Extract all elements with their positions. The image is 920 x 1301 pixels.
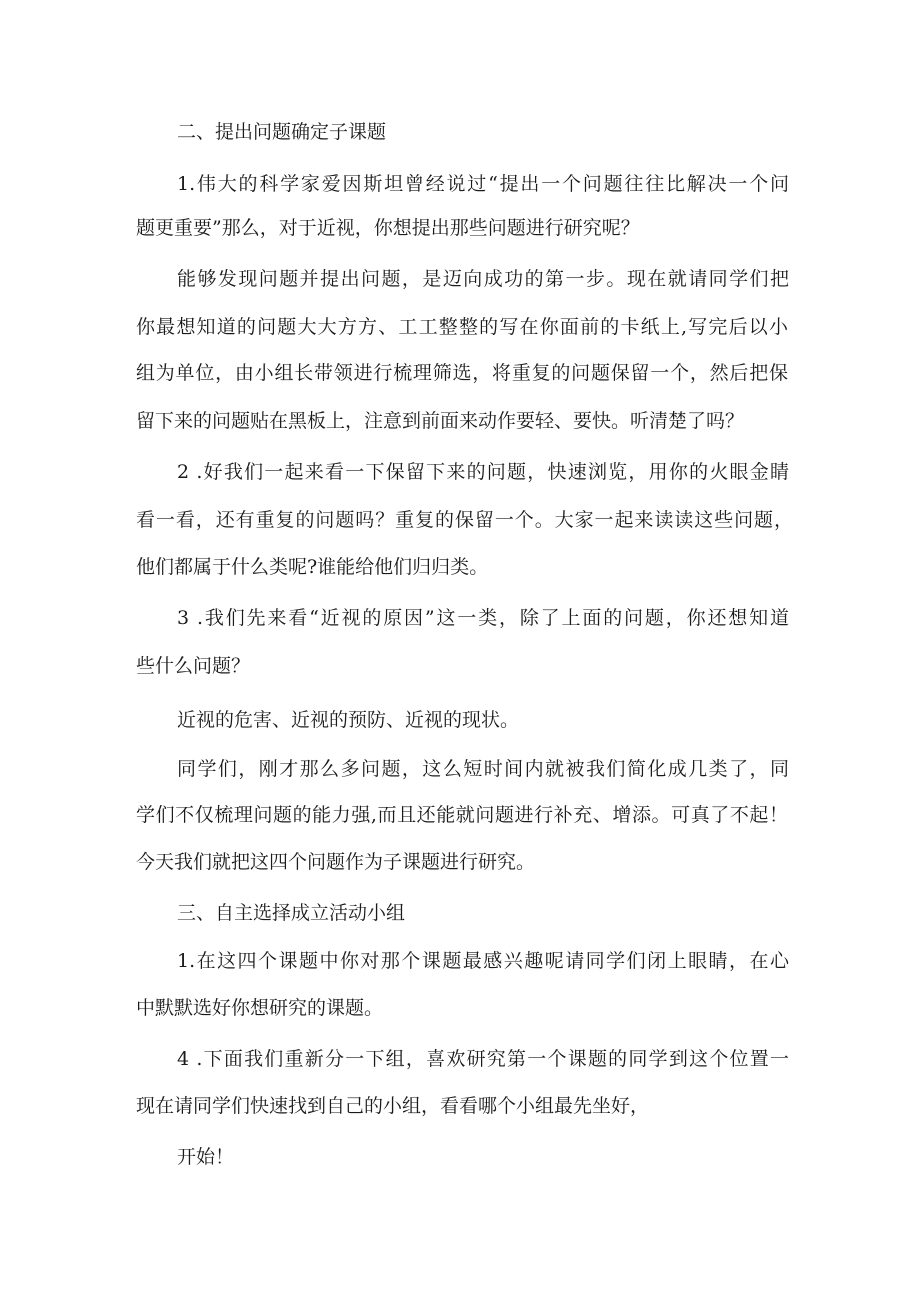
paragraph-line: 近视的危害、近视的预防、近视的现状。 [177, 709, 520, 731]
paragraph-line: 2 .好我们一起来看一下保留下来的问题，快速浏览，用你的火眼金睛 [177, 461, 789, 483]
paragraph-line: 4 .下面我们重新分一下组，喜欢研究第一个课题的同学到这个位置一 [177, 1048, 789, 1070]
paragraph-line: 今天我们就把这四个问题作为子课题进行研究。 [136, 851, 536, 873]
paragraph-line: 开始！ [177, 1146, 235, 1168]
paragraph-line: 3 .我们先来看“近视的原因”这一类，除了上面的问题，你还想知道 [177, 607, 789, 629]
paragraph-line: 1.在这四个课题中你对那个课题最感兴趣呢请同学们闭上眼睛，在心 [177, 950, 789, 972]
section-heading-3: 三、自主选择成立活动小组 [177, 902, 406, 924]
paragraph-line: 现在请同学们快速找到自己的小组，看看哪个小组最先坐好， [136, 1095, 650, 1117]
paragraph-line: 他们都属于什么类呢?谁能给他们归归类。 [136, 556, 489, 578]
paragraph-line: 1.伟大的科学家爱因斯坦曾经说过“提出一个问题往往比解决一个问 [177, 173, 789, 195]
paragraph-line: 看一看，还有重复的问题吗？重复的保留一个。大家一起来读读这些问题， [136, 509, 793, 531]
section-heading-2: 二、提出问题确定子课题 [177, 121, 387, 143]
paragraph-line: 题更重要”那么，对于近视，你想提出那些问题进行研究呢？ [136, 217, 640, 239]
paragraph-line: 学们不仅梳理问题的能力强,而且还能就问题进行补充、增添。可真了不起！ [136, 804, 788, 826]
paragraph-line: 同学们，刚才那么多问题，这么短时间内就被我们简化成几类了，同 [177, 758, 789, 780]
paragraph-line: 中默默选好你想研究的课题。 [136, 997, 384, 1019]
paragraph-line: 能够发现问题并提出问题，是迈向成功的第一步。现在就请同学们把 [177, 268, 789, 290]
paragraph-line: 你最想知道的问题大大方方、工工整整的写在你面前的卡纸上,写完后以小 [136, 316, 788, 338]
paragraph-line: 些什么问题？ [136, 655, 251, 677]
paragraph-line: 组为单位，由小组长带领进行梳理筛选，将重复的问题保留一个，然后把保 [136, 362, 788, 384]
paragraph-line: 留下来的问题贴在黑板上，注意到前面来动作要轻、要快。听清楚了吗？ [136, 410, 745, 432]
